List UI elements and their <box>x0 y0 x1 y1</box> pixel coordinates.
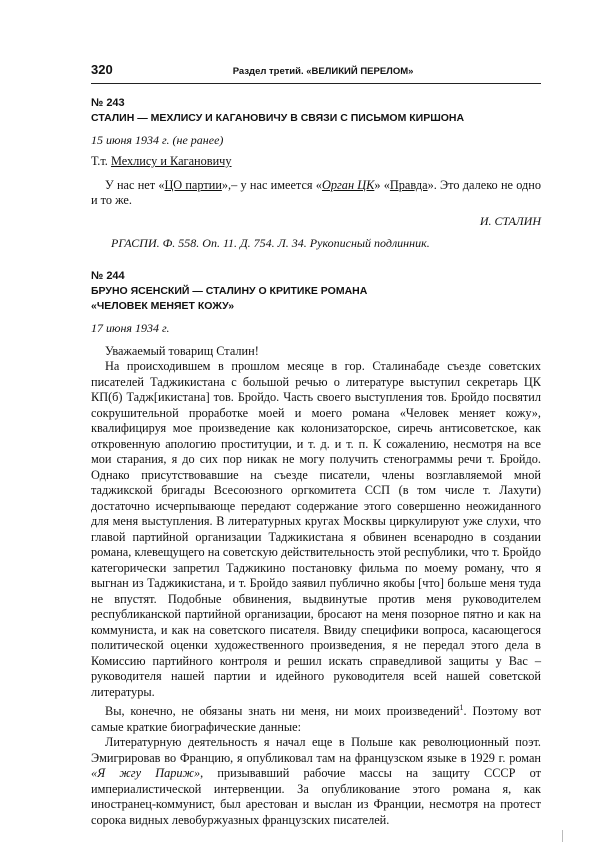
page <box>91 62 541 828</box>
greeting: Уважаемый товарищ Сталин! <box>105 343 259 358</box>
document-number: № 243 <box>91 97 125 109</box>
document-title-line2: «ЧЕЛОВЕК МЕНЯЕТ КОЖУ» <box>91 299 235 312</box>
underlined-pravda: Правда <box>389 177 428 192</box>
document-date: 17 июня 1934 г. <box>91 320 170 335</box>
address-line <box>91 154 541 170</box>
footnote-marker: 1 <box>459 703 464 712</box>
document-244 <box>91 269 541 829</box>
text-fragment: Вы, конечно, не обязаны знать ни меня, ни моих произведений <box>105 704 460 719</box>
text-fragment: . Поэтому вот самые краткие биографические данные: <box>91 704 541 734</box>
paragraph-1: На происходившем в прошлом месяце в гор. Сталинабаде съезде советских писателей Таджикистана с большой речью о литературе выступил секретарь ЦК КП(б) Тадж[икистана] тов. Бройдо. Часть своего выступления тов. Бройдо посвятил сокрушительной проработке моей и моего романа «Человек меняет кожу», квалифицируя мое произведение как колонизаторское, сиречь антисоветское, как откровенную апологию проституции, и т. д. и т. п. К сожалению, несмотря на все мои старания, я до сих пор никак не могу получить стенограммы речи т. Бройдо. Однако присутствовавшие на съезде писатели, члены возглавляемой мной таджикской бригады Всесоюзного оргкомитета ССП (в том числе т. Лахути) достаточно исчерпывающе передают содержание этого совершенно неожиданного для меня выступления. В литературных кругах Москвы циркулируют уже слухи, что главой партийной организации Таджикистана я обвинен всенародно в создании романа, клевещущего на советскую действительность этой республики, что т. Бройдо категорически запретил Таджикино постановку фильма по моему роману, что я выгнан из Таджикистана, и т. Бройдо заявил публично якобы [что] больше меня туда не впустят. Подобные обвинения, выдвинутые против меня руководителем республиканской партийной организации, бросают на меня позорное пятно и как на коммуниста, и как на советского писателя. Ввиду специфики вопроса, касающегося политической оценки художественного произведения, я не передал этого дела в Комиссию партийного контроля и решил искать справедливой защиты у Вас – руководителя нашей партии и идейного руководителя всей нашей советской литературы. <box>91 359 541 699</box>
paragraph-2 <box>91 700 541 735</box>
text-fragment: »,– у нас имеется « <box>221 177 322 192</box>
document-number: № 244 <box>91 269 125 282</box>
text-fragment: У нас нет « <box>105 177 165 192</box>
underlined-organ: Орган ЦК <box>321 177 375 192</box>
document-date: 15 июня 1934 г. (не ранее) <box>91 133 224 147</box>
running-head <box>91 62 541 84</box>
text-fragment: » « <box>374 177 390 192</box>
text-fragment: Литературную деятельность я начал еще в Польше как революционный поэт. Эмигрировав во Францию, я опубликовал там на французском языке в 1929 г. роман <box>91 735 541 765</box>
document-title: СТАЛИН — МЕХЛИСУ И КАГАНОВИЧУ В СВЯЗИ С ПИСЬМОМ КИРШОНА <box>91 112 465 124</box>
address-underlined: Мехлису и Кагановичу <box>110 154 232 168</box>
address-prefix: Т.т. <box>91 154 111 168</box>
text-fragment: ». Это далеко не одно и то же. <box>91 177 541 207</box>
text-fragment: , призывавший рабочие массы на защиту СССР от империалистической интервенции. За опубликование этого романа я, как иностранец-коммунист, был арестован и выслан из Франции, несмотря на протест сорока видных левобуржуазных французских писателей. <box>91 766 541 827</box>
paragraph-3 <box>91 735 541 828</box>
document-text <box>91 178 541 209</box>
page-number: 320 <box>91 62 113 77</box>
document-title-line1: БРУНО ЯСЕНСКИЙ — СТАЛИНУ О КРИТИКЕ РОМАНА <box>91 284 368 297</box>
document-243 <box>91 96 541 251</box>
signature: И. СТАЛИН <box>479 213 541 228</box>
scan-mark <box>562 830 563 842</box>
novel-title: «Я жгу Париж» <box>91 766 201 781</box>
archive-reference: РГАСПИ. Ф. 558. Оп. 11. Д. 754. Л. 34. Рукописный подлинник. <box>111 235 430 250</box>
underlined-co: ЦО партии <box>164 177 222 192</box>
section-title: Раздел третий. «ВЕЛИКИЙ ПЕРЕЛОМ» <box>232 66 414 77</box>
